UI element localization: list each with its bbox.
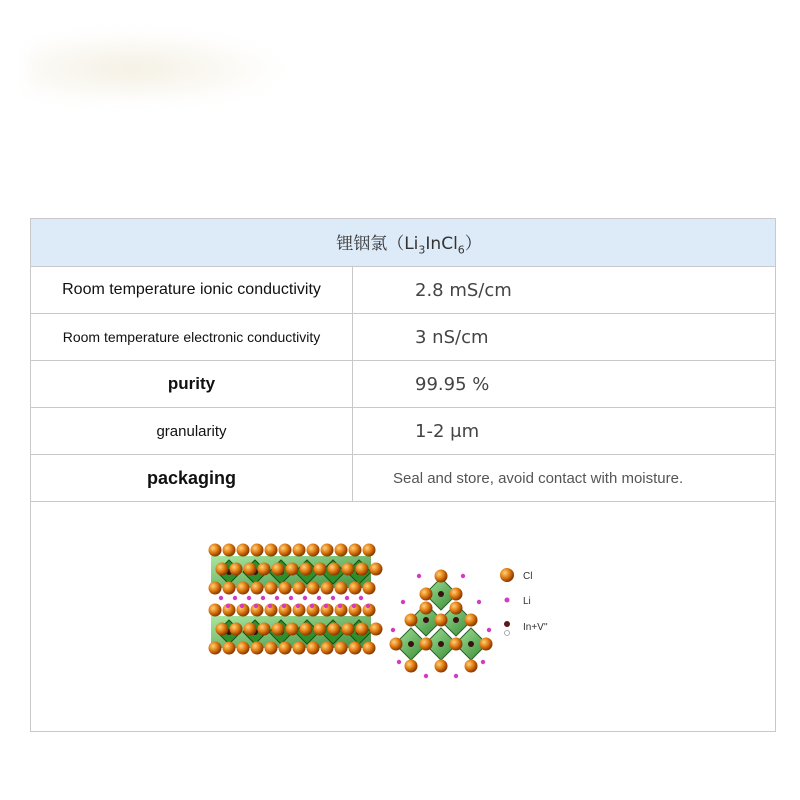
cl-atom bbox=[223, 642, 236, 655]
cl-atom bbox=[435, 570, 448, 583]
cl-atom bbox=[349, 544, 362, 557]
legend-cl-label: Cl bbox=[523, 571, 533, 582]
li-atom bbox=[397, 660, 401, 664]
cl-atom bbox=[405, 614, 418, 627]
table-header bbox=[31, 219, 775, 267]
li-atom bbox=[417, 574, 421, 578]
legend-li-label: Li bbox=[523, 596, 531, 607]
layered-structure-view bbox=[209, 544, 383, 655]
li-atom bbox=[310, 604, 314, 608]
cl-atom bbox=[265, 642, 278, 655]
cl-atom bbox=[209, 604, 222, 617]
table-row-packaging bbox=[31, 455, 775, 502]
cl-atom bbox=[251, 642, 264, 655]
cl-atom bbox=[314, 623, 327, 636]
row-value: 3 nS/cm bbox=[415, 326, 489, 348]
in-atom bbox=[438, 641, 444, 647]
cl-atom bbox=[209, 582, 222, 595]
row-value: 2.8 mS/cm bbox=[415, 279, 512, 301]
table-row-purity bbox=[31, 361, 775, 408]
li-atom bbox=[233, 596, 237, 600]
cl-atom bbox=[279, 582, 292, 595]
cl-atom bbox=[321, 582, 334, 595]
in-atom-icon bbox=[504, 621, 510, 627]
cl-atom bbox=[321, 544, 334, 557]
cl-atom bbox=[237, 642, 250, 655]
row-label: Room temperature ionic conductivity bbox=[31, 267, 353, 313]
cl-atom bbox=[321, 642, 334, 655]
cl-atom bbox=[480, 638, 493, 651]
cl-atom bbox=[258, 623, 271, 636]
cl-atom bbox=[435, 660, 448, 673]
li-atom bbox=[345, 596, 349, 600]
cl-atom bbox=[307, 544, 320, 557]
li-atom bbox=[219, 596, 223, 600]
li-atom bbox=[261, 596, 265, 600]
in-atom bbox=[453, 617, 459, 623]
table-row-ionic-conductivity bbox=[31, 267, 775, 314]
li-atom bbox=[317, 596, 321, 600]
cl-atom bbox=[293, 642, 306, 655]
table-row-electronic-conductivity bbox=[31, 314, 775, 361]
cl-atom bbox=[251, 582, 264, 595]
cl-atom bbox=[300, 563, 313, 576]
cl-atom bbox=[370, 563, 383, 576]
material-title: 锂铟氯$(Li_3InCl_6)$ bbox=[336, 233, 482, 257]
cl-atom bbox=[335, 544, 348, 557]
cl-atom bbox=[465, 660, 478, 673]
cl-atom bbox=[328, 623, 341, 636]
cl-atom bbox=[370, 623, 383, 636]
cl-atom bbox=[209, 642, 222, 655]
cl-atom bbox=[286, 623, 299, 636]
cl-atom bbox=[335, 582, 348, 595]
crystal-structure-image bbox=[171, 542, 591, 722]
cl-atom bbox=[293, 544, 306, 557]
cl-atom-icon bbox=[500, 568, 514, 582]
in-atom bbox=[438, 591, 444, 597]
cl-atom bbox=[342, 563, 355, 576]
table-row-granularity bbox=[31, 408, 775, 455]
cl-atom bbox=[420, 588, 433, 601]
crystal-structure-cell bbox=[31, 502, 775, 733]
cl-atom bbox=[216, 563, 229, 576]
li-atom bbox=[331, 596, 335, 600]
li-atom bbox=[461, 574, 465, 578]
cl-atom bbox=[258, 563, 271, 576]
cl-atom bbox=[307, 642, 320, 655]
cl-atom bbox=[356, 563, 369, 576]
cl-atom bbox=[237, 582, 250, 595]
cl-atom bbox=[435, 614, 448, 627]
li-atom bbox=[289, 596, 293, 600]
in-atom bbox=[408, 641, 414, 647]
li-atom bbox=[240, 604, 244, 608]
cl-atom bbox=[342, 623, 355, 636]
cl-atom bbox=[265, 544, 278, 557]
row-label: packaging bbox=[31, 455, 353, 501]
octahedra-cluster-view bbox=[390, 570, 493, 679]
li-atom bbox=[391, 628, 395, 632]
cl-atom bbox=[293, 582, 306, 595]
li-atom bbox=[324, 604, 328, 608]
cl-atom bbox=[363, 544, 376, 557]
cl-atom bbox=[209, 544, 222, 557]
in-atom bbox=[423, 617, 429, 623]
row-label: Room temperature electronic conductivity bbox=[31, 314, 353, 360]
cl-atom bbox=[363, 582, 376, 595]
li-atom bbox=[303, 596, 307, 600]
li-atom bbox=[226, 604, 230, 608]
li-atom bbox=[338, 604, 342, 608]
cl-atom bbox=[251, 544, 264, 557]
cl-atom bbox=[450, 588, 463, 601]
li-atom bbox=[275, 596, 279, 600]
cl-atom bbox=[420, 602, 433, 615]
legend-in-v-label: In+V'' bbox=[523, 622, 548, 633]
spec-table bbox=[30, 218, 776, 732]
cl-atom bbox=[272, 563, 285, 576]
cl-atom bbox=[223, 582, 236, 595]
li-atom bbox=[487, 628, 491, 632]
cl-atom bbox=[450, 638, 463, 651]
li-atom bbox=[352, 604, 356, 608]
li-atom bbox=[481, 660, 485, 664]
cl-atom bbox=[272, 623, 285, 636]
cl-atom bbox=[300, 623, 313, 636]
cl-atom bbox=[286, 563, 299, 576]
cl-atom bbox=[335, 642, 348, 655]
li-atom bbox=[366, 604, 370, 608]
row-label: purity bbox=[31, 361, 353, 407]
cl-atom bbox=[314, 563, 327, 576]
cl-atom bbox=[230, 563, 243, 576]
cl-atom bbox=[349, 642, 362, 655]
li-atom bbox=[268, 604, 272, 608]
cl-atom bbox=[216, 623, 229, 636]
row-value: 99.95 % bbox=[415, 373, 490, 395]
li-atom bbox=[247, 596, 251, 600]
cl-atom bbox=[244, 563, 257, 576]
cl-atom bbox=[279, 642, 292, 655]
cl-atom bbox=[356, 623, 369, 636]
cl-atom bbox=[265, 582, 278, 595]
in-atom bbox=[468, 641, 474, 647]
li-atom bbox=[477, 600, 481, 604]
cl-atom bbox=[328, 563, 341, 576]
li-atom bbox=[424, 674, 428, 678]
li-atom bbox=[359, 596, 363, 600]
li-atom bbox=[296, 604, 300, 608]
cl-atom bbox=[363, 642, 376, 655]
row-label: granularity bbox=[31, 408, 353, 454]
cl-atom bbox=[244, 623, 257, 636]
cl-atom bbox=[237, 544, 250, 557]
cl-atom bbox=[349, 582, 362, 595]
li-atom bbox=[454, 674, 458, 678]
li-atom bbox=[282, 604, 286, 608]
row-value: 1-2 μm bbox=[415, 420, 480, 442]
cl-atom bbox=[223, 544, 236, 557]
cl-atom bbox=[420, 638, 433, 651]
cl-atom bbox=[230, 623, 243, 636]
li-atom bbox=[254, 604, 258, 608]
cl-atom bbox=[405, 660, 418, 673]
blurred-logo bbox=[28, 30, 288, 100]
cl-atom bbox=[465, 614, 478, 627]
vacancy-icon bbox=[505, 631, 510, 636]
row-value: Seal and store, avoid contact with moisture. bbox=[393, 469, 684, 487]
cl-atom bbox=[390, 638, 403, 651]
li-atom-icon bbox=[505, 598, 510, 603]
cl-atom bbox=[307, 582, 320, 595]
li-atom bbox=[401, 600, 405, 604]
structure-legend bbox=[500, 568, 548, 636]
cl-atom bbox=[450, 602, 463, 615]
cl-atom bbox=[279, 544, 292, 557]
